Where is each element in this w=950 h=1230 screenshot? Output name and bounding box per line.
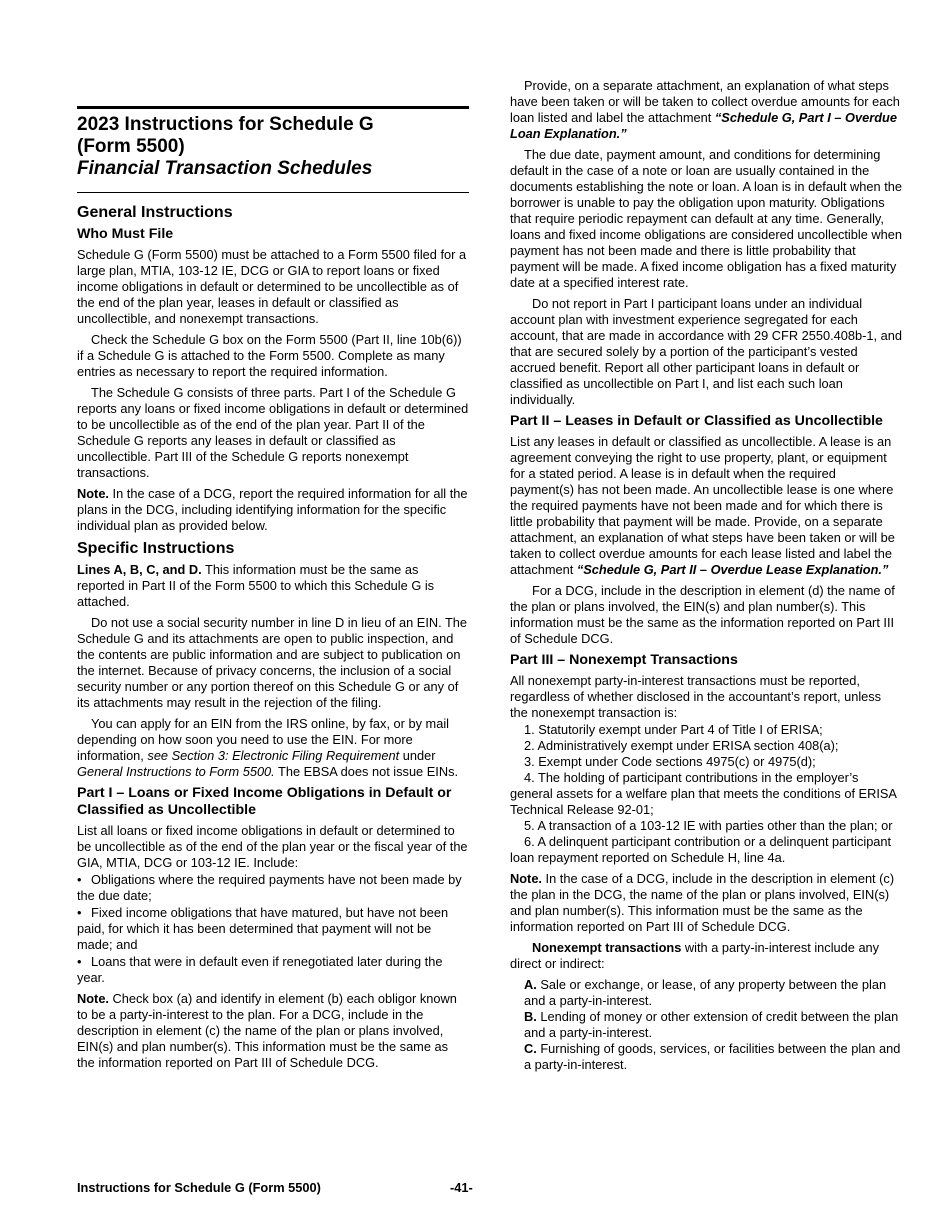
- list-item: 6. A delinquent participant contribution or a delinquent participant loan repayment reported on Schedule H, line 4a.: [510, 834, 892, 865]
- three-parts-paragraph: The Schedule G consists of three parts. Part I of the Schedule G reports any loans or fixed income obligations in default or determined to be uncollectible as of the end of the plan year. Part II of the Schedule G reports any leases in default or classified as uncollectible. Part III of the Schedule G reports nonexempt transactions.: [77, 385, 469, 480]
- ein-reference-section3: see Section 3: Electronic Filing Requirement: [147, 748, 400, 763]
- part1-intro: List all loans or fixed income obligations in default or determined to be uncollectible as of the end of the plan year or the fiscal year of the GIA, MTIA, DCG or 103-12 IE. Include:: [77, 823, 468, 870]
- list-item: [77, 905, 469, 953]
- doc-title-line3: Financial Transaction Schedules: [77, 158, 373, 179]
- list-item: [510, 1009, 902, 1041]
- part2-text: List any leases in default or classified as uncollectible. A lease is an agreement conveying the right to use property, plant, or equipment for a stated period. A lease is in default when the required payment(s) has not been made. An uncollectible lease is one where the required payments have not been made and for which there is little probability that payment will be made. Provide, on a separate attachment, an explanation of what steps have been taken or will be taken to collect overdue amounts for each lease listed and label the attachment: [510, 434, 895, 577]
- lines-abcd-label: Lines A, B, C, and D.: [77, 562, 202, 577]
- list-item: [77, 872, 469, 904]
- check-box-paragraph: Check the Schedule G box on the Form 5500 (Part II, line 10b(6)) if a Schedule G is attached to the Form 5500. Complete as many entries as necessary to report the required information.: [77, 332, 462, 379]
- list-item: 4. The holding of participant contributions in the employer’s general assets for a welfare plan that meets the conditions of ERISA Technical Release 92-01;: [510, 770, 897, 817]
- part1-do-not-report-paragraph: Do not report in Part I participant loans under an individual account plan with investment experience segregated for each account, that are made in accordance with 29 CFR 2550.408b-1, and that are secured solely by a portion of the participant’s vested accrued benefit. Report all other participant loans in default or classified as uncollectible on Part I, and list each such loan individually.: [510, 296, 902, 407]
- note-text: In the case of a DCG, include in the description in element (c) the plan in the DCG, the name of the plan or plans involved, EIN(s) and plan number(s). This information must be the same as the information reported on Part III of Schedule DCG.: [510, 871, 895, 934]
- note-label: Note.: [77, 486, 109, 501]
- doc-title-line1: 2023 Instructions for Schedule G: [77, 114, 374, 135]
- provide-text: Provide, on a separate attachment, an explanation of what steps have been taken or will be taken to collect overdue amounts for each loan listed and label the attachment: [510, 78, 900, 125]
- list-item: [77, 954, 469, 986]
- list-item: 3. Exempt under Code sections 4975(c) or 4975(d);: [524, 754, 816, 769]
- part3-heading: Part III – Nonexempt Transactions: [510, 652, 738, 668]
- note-label: Note.: [77, 991, 109, 1006]
- ssn-paragraph: Do not use a social security number in line D in lieu of an EIN. The Schedule G and its attachments are open to public inspection, and the contents are public information and are subject to publication on the internet. Because of privacy concerns, the inclusion of a social security number or any portion thereof on this Schedule G or any of its attachments may result in the rejection of the filing.: [77, 615, 468, 710]
- ein-paragraph: [77, 716, 469, 780]
- nonexempt-label: Nonexempt transactions: [532, 940, 682, 955]
- list-item: 2. Administratively exempt under ERISA section 408(a);: [524, 738, 839, 753]
- note-label: Note.: [510, 871, 542, 886]
- page-number: -41-: [450, 1180, 473, 1195]
- item-text: Furnishing of goods, services, or facilities between the plan and a party-in-interest.: [524, 1041, 901, 1072]
- attachment-label: “Schedule G, Part I – Overdue Loan Explanation.”: [510, 110, 897, 141]
- item-label: C.: [524, 1041, 537, 1056]
- bullet-text: Obligations where the required payments have not been made by the due date;: [77, 872, 462, 903]
- item-label: A.: [524, 977, 537, 992]
- who-must-file-paragraph: Schedule G (Form 5500) must be attached to a Form 5500 filed for a large plan, MTIA, 103-12 IE, DCG or GIA to report loans or fixed income obligations in default or determined to be uncollectible as of the end of the plan year, leases in default or classified as uncollectible, and nonexempt transactions.: [77, 247, 467, 326]
- bullet-icon: •: [77, 954, 82, 969]
- part2-dcg-paragraph: For a DCG, include in the description in element (d) the name of the plan or plans involved, the EIN(s) and plan number(s). This information must be the same as the information reported on Part III of Schedule DCG.: [510, 583, 895, 646]
- bullet-text: Fixed income obligations that have matured, but have not been paid, for which it has been determined that payment will not be made; and: [77, 905, 449, 952]
- list-item: [510, 1041, 902, 1073]
- bullet-icon: •: [77, 905, 82, 920]
- list-item: 1. Statutorily exempt under Part 4 of Title I of ERISA;: [524, 722, 823, 737]
- item-text: Sale or exchange, or lease, of any property between the plan and a party-in-interest.: [524, 977, 887, 1008]
- list-item: [510, 977, 902, 1009]
- note-text: In the case of a DCG, report the required information for all the plans in the DCG, including identifying information for the specific individual plan as provided below.: [77, 486, 468, 533]
- ein-text-a: You can apply for an EIN from the IRS online, by fax, or by mail depending on how soon you need to use the EIN. For more information,: [77, 716, 450, 763]
- part2-heading: Part II – Leases in Default or Classified as Uncollectible: [510, 413, 883, 429]
- item-text: Lending of money or other extension of credit between the plan and a party-in-interest.: [524, 1009, 899, 1040]
- doc-title-line2: (Form 5500): [77, 136, 185, 157]
- specific-instructions-heading: Specific Instructions: [77, 540, 235, 557]
- attachment-label: “Schedule G, Part II – Overdue Lease Explanation.”: [576, 562, 889, 577]
- ein-text-c: under: [399, 748, 436, 763]
- ein-reference-general: General Instructions to Form 5500.: [77, 764, 275, 779]
- general-instructions-heading: General Instructions: [77, 204, 233, 221]
- nonexempt-paragraph: [510, 940, 902, 972]
- left-column: [77, 106, 469, 1076]
- item-label: B.: [524, 1009, 537, 1024]
- part1-note-paragraph: [77, 991, 469, 1071]
- nonexempt-text: with a party-in-interest include any direct or indirect:: [510, 940, 880, 971]
- part1-due-date-paragraph: The due date, payment amount, and conditions for determining default in the case of a note or loan are usually contained in the documents establishing the note or loan. A loan is in default when the borrower is unable to pay the obligation upon maturity. Obligations that require periodic repayment can default at any time. Generally, loans and fixed income obligations are considered uncollectible when payment has not been made and there is little probability that payment will be made. A fixed income obligation has a fixed maturity date at a specified interest rate.: [510, 147, 902, 290]
- footer-title: Instructions for Schedule G (Form 5500): [77, 1180, 321, 1195]
- lines-abcd-text: This information must be the same as reported in Part II of the Form 5500 to which this Schedule G is attached.: [77, 562, 435, 609]
- ein-text-e: The EBSA does not issue EINs.: [274, 764, 459, 779]
- list-item: 5. A transaction of a 103-12 IE with parties other than the plan; or: [524, 818, 893, 833]
- part1-heading: Part I – Loans or Fixed Income Obligations in Default or Classified as Uncollectible: [77, 785, 452, 818]
- bullet-text: Loans that were in default even if renegotiated later during the year.: [77, 954, 443, 985]
- general-note-paragraph: [77, 486, 469, 534]
- lines-abcd-paragraph: [77, 562, 469, 610]
- right-column: [510, 78, 902, 1073]
- who-must-file-heading: Who Must File: [77, 226, 174, 242]
- part3-intro: All nonexempt party-in-interest transactions must be reported, regardless of whether disclosed in the accountant’s report, unless the nonexempt transaction is:: [510, 673, 882, 720]
- part2-paragraph: [510, 434, 902, 578]
- title-block: [77, 106, 469, 193]
- bullet-icon: •: [77, 872, 82, 887]
- part3-note-paragraph: [510, 871, 902, 935]
- note-text: Check box (a) and identify in element (b) each obligor known to be a party-in-interest to the plan. For a DCG, include in the description in element (c) the name of the plan or plans involved, EIN(s) and plan number(s). This information must be the same as the information reported on Part III of Schedule DCG.: [77, 991, 457, 1070]
- part1-provide-paragraph: [510, 78, 902, 142]
